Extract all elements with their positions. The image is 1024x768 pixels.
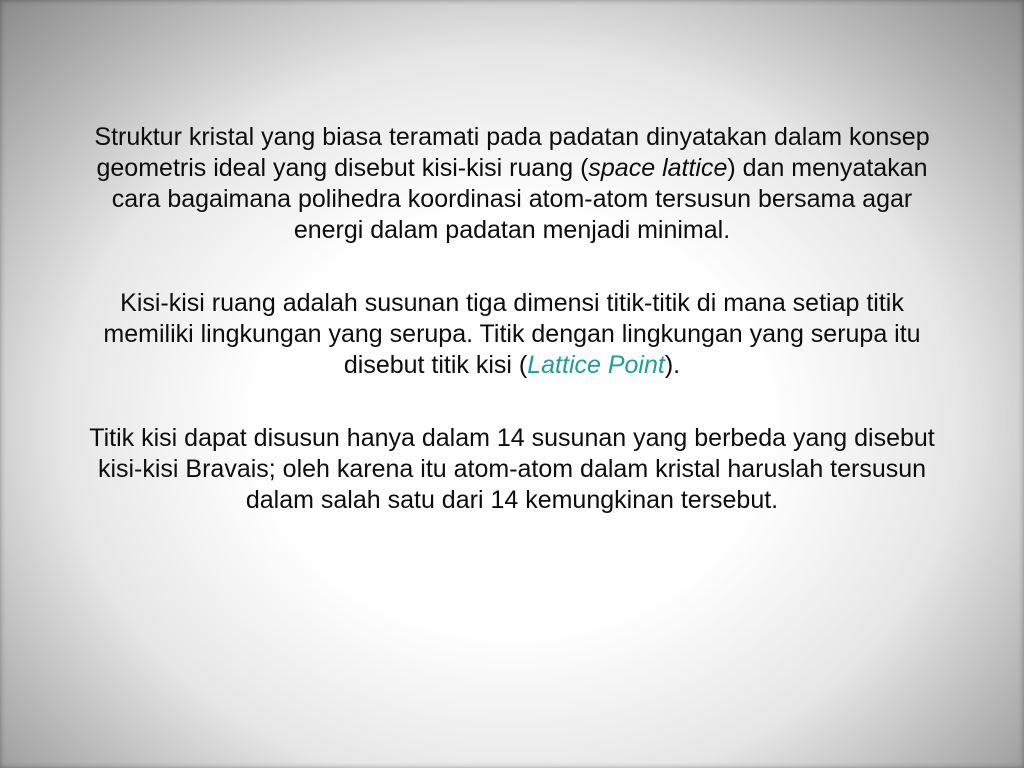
text-run: Struktur kristal yang biasa teramati pada padatan dinyatakan dalam konsep	[94, 123, 930, 151]
paragraph-1	[42, 122, 982, 246]
text-run: kisi-kisi Bravais; oleh karena itu atom-atom dalam kristal haruslah tersusun	[97, 455, 927, 483]
text-run: ).	[664, 351, 681, 379]
paragraph-3	[42, 423, 982, 516]
emphasized-text-run: Lattice Point	[527, 351, 665, 379]
text-run: disebut titik kisi (	[343, 351, 528, 379]
text-run: dalam salah satu dari 14 kemungkinan tersebut.	[245, 486, 779, 514]
text-line	[42, 319, 982, 350]
text-line	[42, 485, 982, 516]
text-line	[42, 153, 982, 184]
text-line	[42, 215, 982, 246]
text-line	[42, 122, 982, 153]
text-run: cara bagaimana polihedra koordinasi atom-atom tersusun bersama agar	[111, 185, 913, 213]
emphasized-text-run: space lattice	[588, 154, 728, 182]
text-run: Kisi-kisi ruang adalah susunan tiga dimensi titik-titik di mana setiap titik	[120, 289, 904, 317]
text-line	[42, 288, 982, 319]
text-run: geometris ideal yang disebut kisi-kisi ruang (	[96, 154, 589, 182]
paragraph-2	[42, 288, 982, 381]
text-line	[42, 184, 982, 215]
text-run: memiliki lingkungan yang serupa. Titik dengan lingkungan yang serupa itu	[103, 320, 921, 348]
text-run: energi dalam padatan menjadi minimal.	[293, 216, 731, 244]
text-line	[42, 423, 982, 454]
text-line	[42, 454, 982, 485]
text-run: ) dan menyatakan	[727, 154, 928, 182]
text-line	[42, 350, 982, 381]
text-run: Titik kisi dapat disusun hanya dalam 14 susunan yang berbeda yang disebut	[89, 424, 935, 452]
slide-text-block	[42, 122, 982, 558]
